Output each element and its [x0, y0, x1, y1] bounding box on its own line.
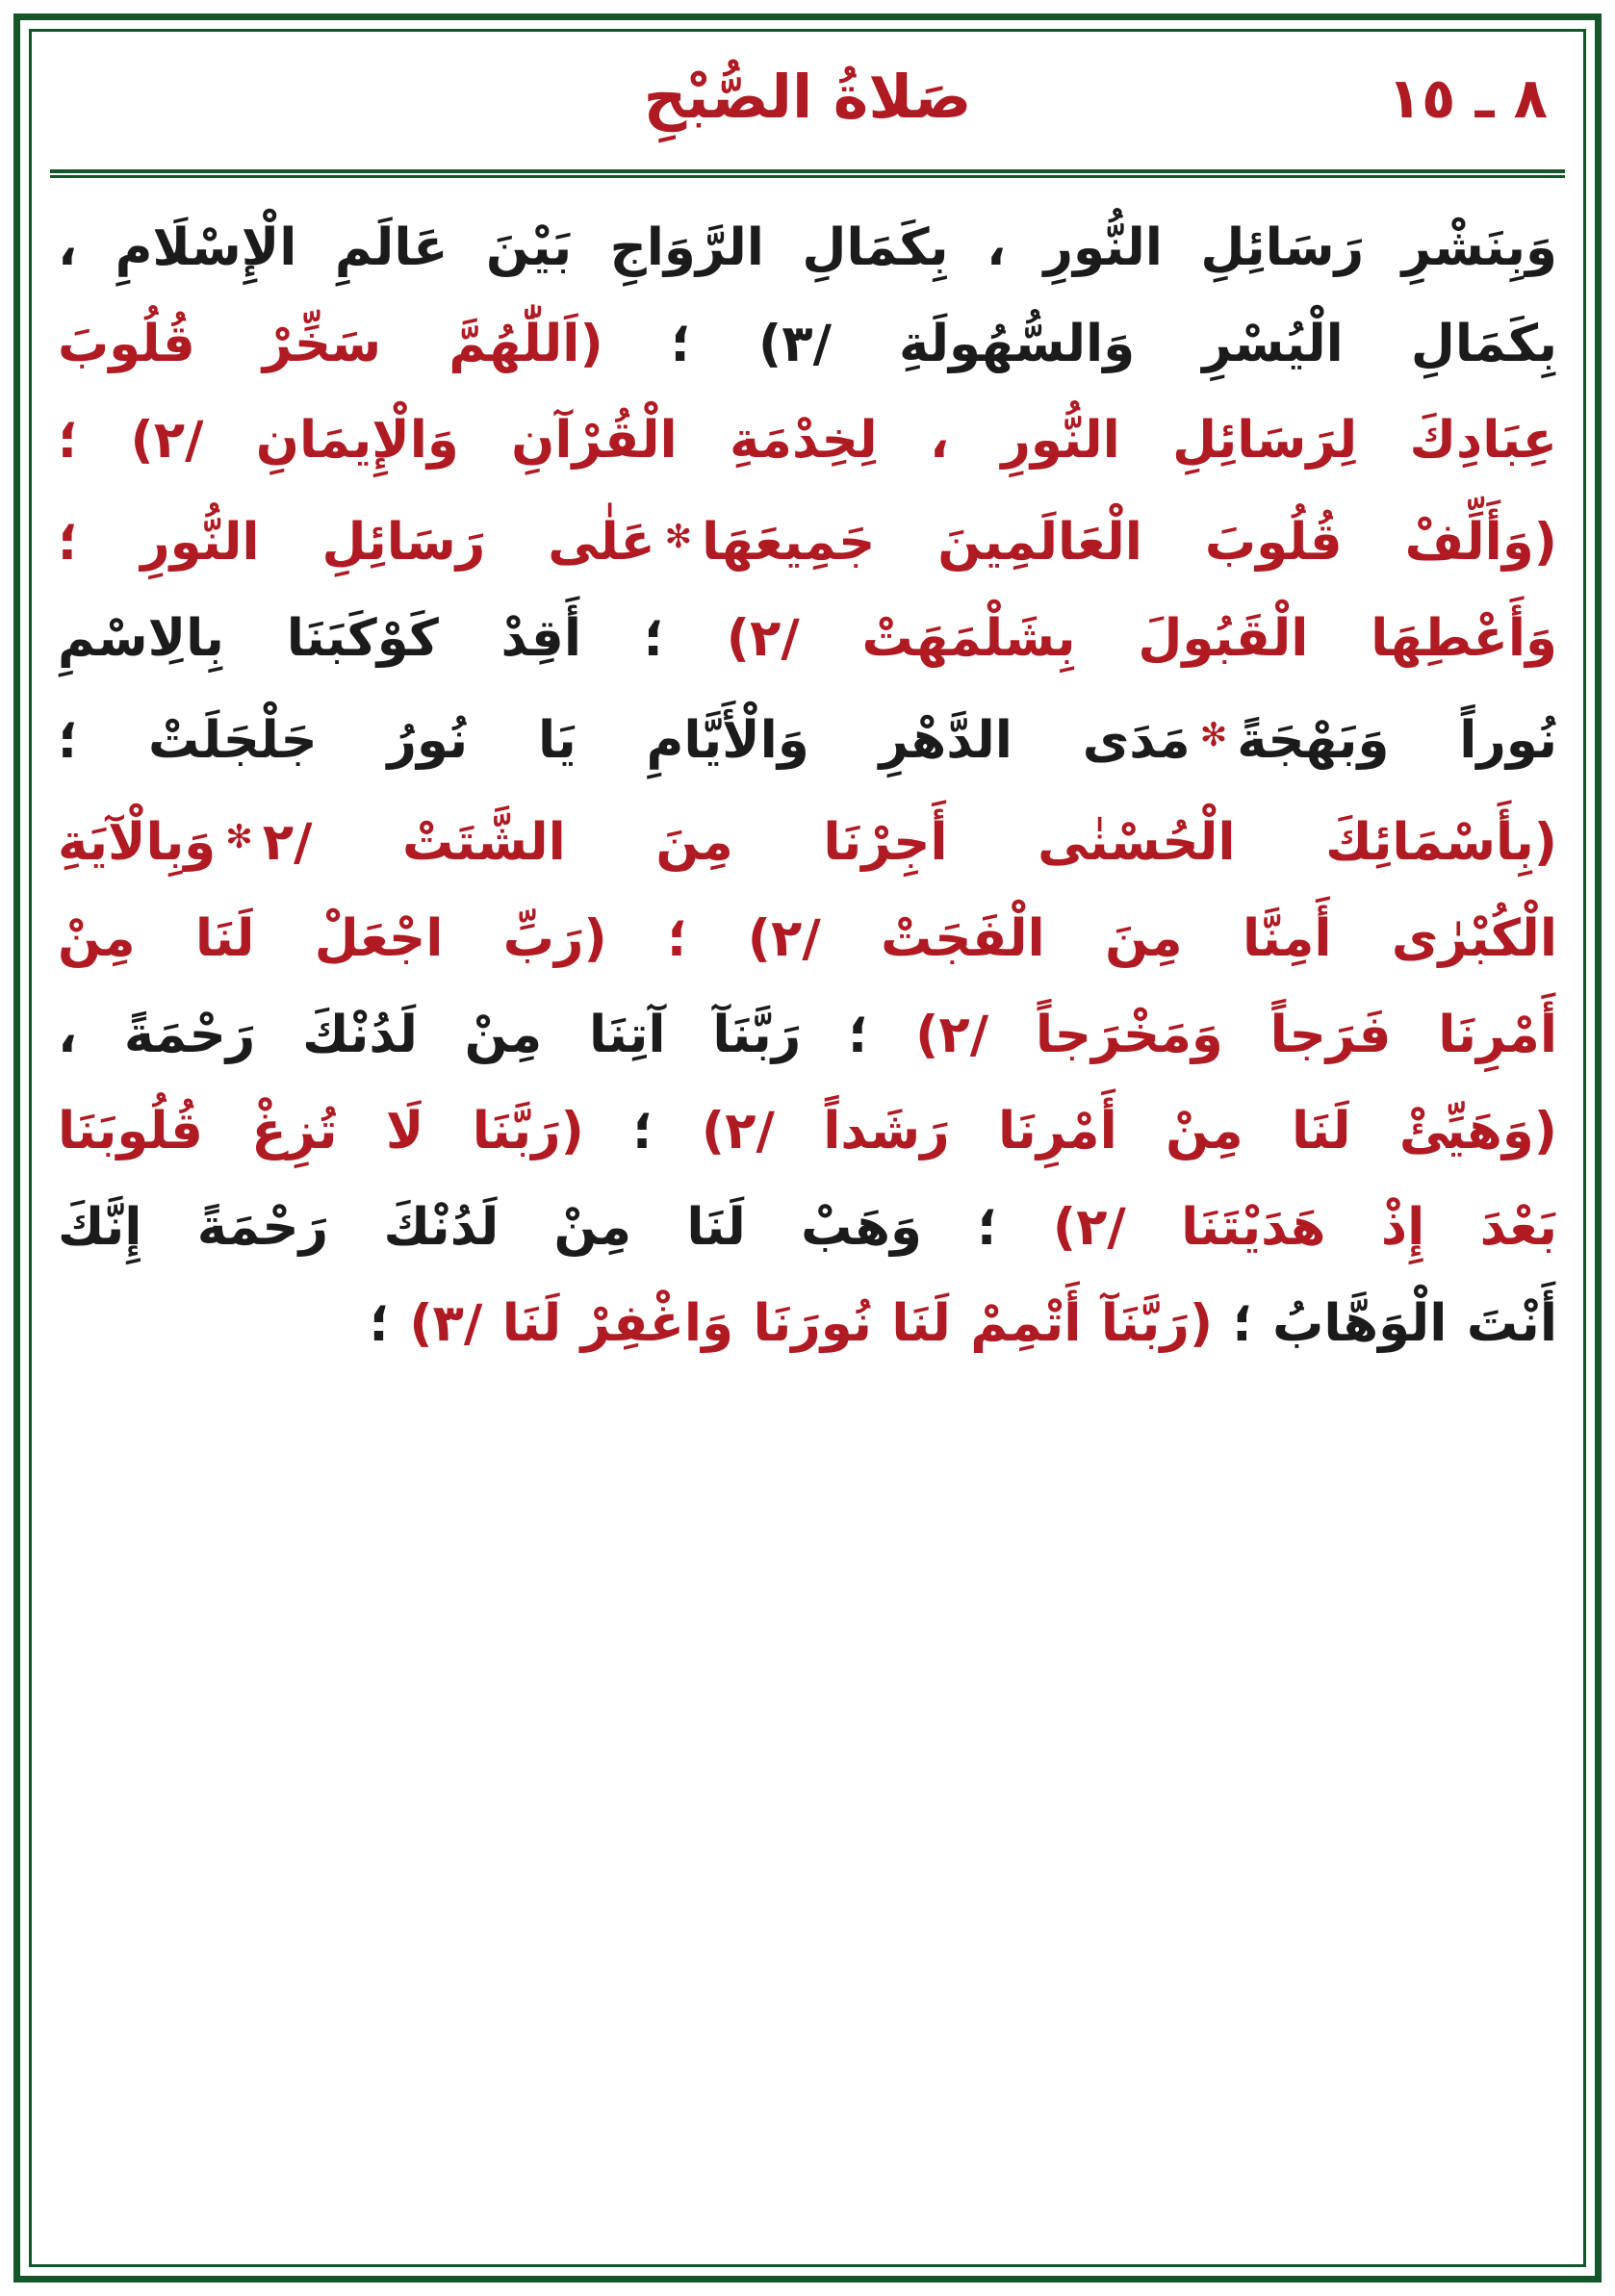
text-line — [58, 789, 1557, 891]
text-segment-accent: أَمْرِنَا فَرَجاً وَمَخْرَجاً /٢) — [915, 1006, 1557, 1064]
page-title: صَلاةُ الصُّبْحِ — [643, 62, 972, 132]
text-segment-accent: (رَبِّ اجْعَلْ لَنَا مِنْ — [58, 909, 607, 968]
text-segment: مَدَى الدَّهْرِ وَالْأَيَّامِ يَا نُورُ جَلْجَلَتْ ؛ — [58, 711, 1191, 770]
text-segment: ؛ — [369, 1294, 410, 1353]
text-line — [58, 1180, 1557, 1276]
text-segment: أَنْتَ الْوَهَّابُ ؛ — [1213, 1294, 1557, 1353]
page-header — [50, 46, 1565, 171]
text-line — [58, 591, 1557, 687]
page-number: ٨ ـ ١٥ — [1387, 65, 1548, 131]
text-segment: ؛ رَبَّنَآ آتِنَا مِنْ لَدُنْكَ رَحْمَةً ، — [58, 1006, 916, 1064]
text-segment-accent: عِبَادِكَ لِرَسَائِلِ النُّورِ ، لِخِدْمَةِ الْقُرْآنِ وَالْإِيمَانِ /٢) ؛ — [58, 411, 1557, 470]
text-line — [58, 1084, 1557, 1180]
text-segment: نُوراً وَبَهْجَةً — [1237, 711, 1557, 770]
text-segment-accent: (اَللّٰهُمَّ سَخِّرْ قُلُوبَ — [58, 315, 603, 373]
page-content — [50, 46, 1565, 2250]
text-segment-accent: بَعْدَ إِذْ هَدَيْتَنَا /٢) — [1052, 1198, 1558, 1257]
text-segment: ؛ أَقِدْ كَوْكَبَنَا بِالِاسْمِ — [58, 609, 727, 668]
text-segment-accent: وَأَعْطِهَا الْقَبُولَ بِشَلْمَهَتْ /٢) — [726, 609, 1557, 668]
prayer-text-body — [58, 200, 1557, 2250]
text-segment-accent: (بِأَسْمَائِكَ الْحُسْنٰى أَجِرْنَا مِنَ الشَّتَتْ /٢ — [262, 813, 1557, 872]
text-segment-accent: وَبِالْآيَةِ — [58, 813, 217, 872]
text-segment-accent: (وَهَيِّئْ لَنَا مِنْ أَمْرِنَا رَشَداً /٢) — [701, 1102, 1557, 1161]
text-line — [58, 891, 1557, 987]
text-segment-accent: الْكُبْرٰى أَمِنَّا مِنَ الْفَجَتْ /٢) ؛ — [606, 909, 1557, 968]
text-line — [58, 489, 1557, 591]
text-line — [58, 393, 1557, 489]
text-line — [58, 200, 1557, 296]
text-segment: وَبِنَشْرِ رَسَائِلِ النُّورِ ، بِكَمَالِ الرَّوَاجِ بَيْنَ عَالَمِ الْإِسْلَامِ ، — [58, 218, 1557, 277]
text-line — [58, 987, 1557, 1084]
floret-ornament-icon: ✻ — [225, 818, 253, 856]
text-segment-accent: (وَأَلِّفْ قُلُوبَ الْعَالَمِينَ جَمِيعَهَا — [702, 513, 1557, 572]
text-segment: ؛ وَهَبْ لَنَا مِنْ لَدُنْكَ رَحْمَةً إِنَّكَ — [58, 1198, 1053, 1257]
floret-ornament-icon: ✻ — [664, 518, 693, 556]
text-segment: بِكَمَالِ الْيُسْرِ وَالسُّهُولَةِ /٣) ؛ — [602, 315, 1557, 373]
text-segment-accent: (رَبَّنَا لَا تُزِغْ قُلُوبَنَا — [58, 1102, 584, 1161]
text-line — [58, 687, 1557, 789]
header-divider — [50, 169, 1565, 178]
floret-ornament-icon: ✻ — [1199, 716, 1228, 754]
text-segment-accent: (رَبَّنَآ أَتْمِمْ لَنَا نُورَنَا وَاغْفِرْ لَنَا /٣) — [409, 1294, 1214, 1353]
text-segment-accent: عَلٰى رَسَائِلِ النُّورِ ؛ — [58, 513, 655, 572]
text-line — [58, 296, 1557, 393]
text-segment: ؛ — [583, 1102, 702, 1161]
text-line — [58, 1276, 1557, 1372]
